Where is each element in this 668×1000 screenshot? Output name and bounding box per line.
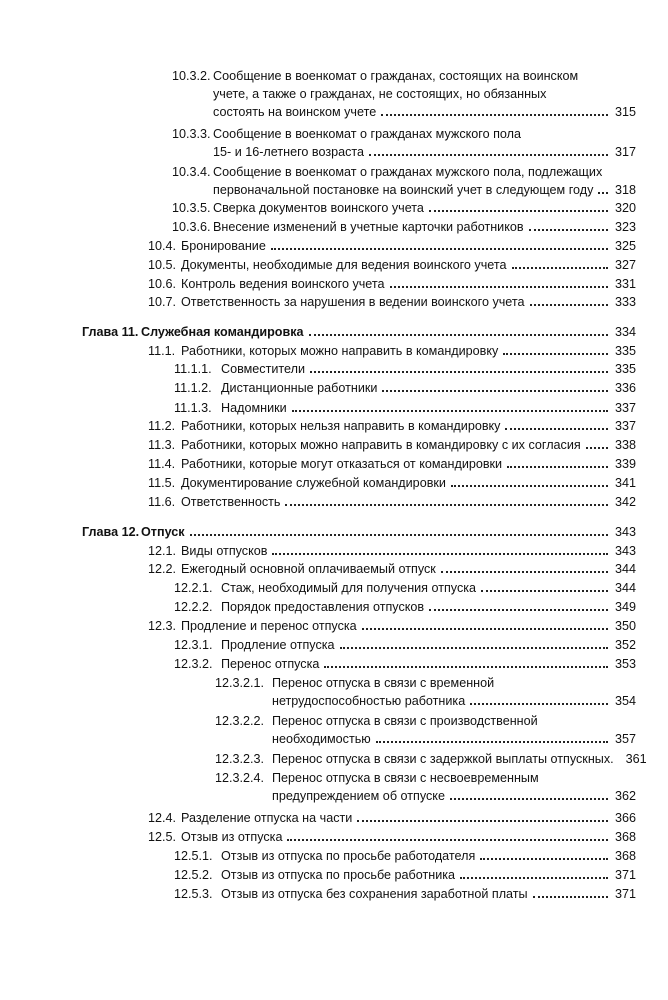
toc-entry[interactable]: [221, 380, 636, 398]
toc-page-number: 337: [614, 419, 636, 433]
toc-entry-number: 11.5.: [148, 476, 176, 490]
toc-page-number: 333: [614, 295, 636, 309]
toc-entry-number: 12.3.2.: [174, 657, 213, 671]
toc-entry-number: Глава 11.: [82, 325, 139, 339]
toc-entry-number: 10.3.2.: [172, 69, 211, 83]
toc-entry[interactable]: [141, 324, 636, 342]
toc-entry-number: 12.3.1.: [174, 638, 213, 652]
toc-entry[interactable]: [221, 848, 636, 866]
dot-leader: [324, 656, 608, 668]
toc-entry-title-line: Отзыв из отпуска без сохранения заработной платы: [221, 886, 531, 903]
toc-page-number: 352: [614, 638, 636, 652]
toc-entry-number: 12.5.2.: [174, 868, 213, 882]
toc-entry[interactable]: [181, 343, 636, 361]
toc-entry[interactable]: [213, 126, 636, 162]
toc-entry-title-line: Надомники: [221, 400, 290, 417]
toc-page-number: 368: [614, 849, 636, 863]
toc-page-number: 338: [614, 438, 636, 452]
toc-entry-number: 12.3.2.3.: [215, 752, 265, 766]
toc-entry-number: 10.3.4.: [172, 165, 211, 179]
toc-entry[interactable]: [181, 561, 636, 579]
toc-entry-number: 12.5.3.: [174, 887, 213, 901]
toc-entry-title-line: Контроль ведения воинского учета: [181, 276, 388, 293]
toc-entry[interactable]: [181, 294, 636, 312]
toc-entry[interactable]: [221, 637, 636, 655]
toc-entry-number: 12.5.1.: [174, 849, 213, 863]
dot-leader: [441, 561, 608, 573]
toc-entry[interactable]: [181, 257, 636, 275]
toc-entry-title-line: Сверка документов воинского учета: [213, 200, 427, 217]
toc-entry-number: 10.4.: [148, 239, 177, 253]
toc-entry-number: 10.3.5.: [172, 201, 211, 215]
toc-page-number: 335: [614, 362, 636, 376]
toc-entry-title-line: Порядок предоставления отпусков: [221, 599, 427, 616]
toc-entry-number: 11.1.: [148, 344, 176, 358]
dot-leader: [505, 418, 608, 430]
toc-entry[interactable]: [181, 618, 636, 636]
toc-entry[interactable]: [181, 437, 636, 455]
toc-entry-number: 12.2.1.: [174, 581, 213, 595]
toc-entry[interactable]: [181, 276, 636, 294]
toc-entry-title-line: Внесение изменений в учетные карточки работников: [213, 219, 527, 236]
toc-entry-title-line: Ответственность: [181, 494, 283, 511]
toc-entry-number: 12.2.: [148, 562, 177, 576]
toc-entry-number: 11.3.: [148, 438, 176, 452]
dot-leader: [369, 144, 608, 156]
dot-leader: [382, 380, 608, 392]
toc-page-number: 368: [614, 830, 636, 844]
toc-page-number: 371: [614, 868, 636, 882]
dot-leader: [481, 580, 608, 592]
toc-page-number: 335: [614, 344, 636, 358]
toc-page-number: 334: [614, 325, 636, 339]
dot-leader: [340, 637, 608, 649]
toc-entry-number: 11.1.1.: [174, 362, 212, 376]
toc-entry[interactable]: [221, 867, 636, 885]
dot-leader: [310, 361, 608, 373]
toc-entry-title-line: 15- и 16-летнего возраста: [213, 144, 367, 161]
dot-leader: [512, 257, 609, 269]
dot-leader: [470, 693, 608, 705]
toc-entry-title-line: первоначальной постановке на воинский учет в следующем году: [213, 182, 596, 199]
toc-page-number: 343: [614, 525, 636, 539]
dot-leader: [381, 104, 608, 116]
dot-leader: [390, 276, 608, 288]
toc-entry-title-line: Ответственность за нарушения в ведении воинского учета: [181, 294, 528, 311]
toc-entry-title-line: Продление и перенос отпуска: [181, 618, 360, 635]
toc-entry-number: 10.5.: [148, 258, 177, 272]
toc-entry-number: 12.3.2.1.: [215, 676, 265, 690]
toc-entry[interactable]: [213, 200, 636, 218]
toc-entry-title-line: Документирование служебной командировки: [181, 475, 449, 492]
toc-entry-title-line: Отзыв из отпуска: [181, 829, 285, 846]
toc-entry[interactable]: [213, 68, 636, 122]
toc-page-number: 350: [614, 619, 636, 633]
toc-entry-number: 11.1.3.: [174, 401, 212, 415]
dot-leader: [451, 475, 608, 487]
dot-leader: [376, 731, 608, 743]
toc-entry-title-line: Сообщение в военкомат о гражданах, состоящих на воинском: [213, 69, 581, 83]
toc-entry-title-line: необходимостью: [272, 731, 374, 748]
dot-leader: [287, 829, 608, 841]
toc-entry-title-line: учете, а также о гражданах, не состоящих, но обязанных: [213, 87, 549, 101]
toc-entry-number: 10.3.6.: [172, 220, 211, 234]
toc-page-number: 353: [614, 657, 636, 671]
toc-entry-title-line: Сообщение в военкомат о гражданах мужского пола: [213, 127, 524, 141]
toc-entry[interactable]: [221, 400, 636, 418]
toc-page-number: 323: [614, 220, 636, 234]
dot-leader: [480, 848, 608, 860]
toc-entry[interactable]: [181, 238, 636, 256]
dot-leader: [362, 618, 608, 630]
toc-entry-title-line: Служебная командировка: [141, 324, 307, 341]
toc-page-number: 344: [614, 562, 636, 576]
toc-entry[interactable]: [213, 219, 636, 237]
toc-entry-number: 12.3.2.4.: [215, 771, 265, 785]
toc-page-number: 339: [614, 457, 636, 471]
toc-entry-number: 12.2.2.: [174, 600, 213, 614]
toc-entry-title-line: состоять на воинском учете: [213, 104, 379, 121]
toc-entry-title-line: Продление отпуска: [221, 637, 338, 654]
toc-page-number: 325: [614, 239, 636, 253]
toc-entry-title-line: Отзыв из отпуска по просьбе работника: [221, 867, 458, 884]
toc-page-number: 315: [614, 105, 636, 119]
toc-page-number: 362: [614, 789, 636, 803]
toc-entry[interactable]: [221, 656, 636, 674]
toc-entry-title-line: Отпуск: [141, 524, 188, 541]
toc-entry-number: 10.3.3.: [172, 127, 211, 141]
toc-entry[interactable]: [181, 456, 636, 474]
toc-entry[interactable]: [272, 770, 636, 806]
toc-page-number: 357: [614, 732, 636, 746]
toc-entry-title-line: Работники, которые могут отказаться от командировки: [181, 456, 505, 473]
toc-entry-title-line: нетрудоспособностью работника: [272, 693, 468, 710]
toc-page-number: 349: [614, 600, 636, 614]
toc-page-number: 327: [614, 258, 636, 272]
toc-entry-title-line: Совместители: [221, 361, 308, 378]
toc-entry-number: 12.3.: [148, 619, 177, 633]
toc-page-number: 337: [614, 401, 636, 415]
dot-leader: [272, 543, 608, 555]
toc-page-number: 320: [614, 201, 636, 215]
dot-leader: [285, 494, 608, 506]
dot-leader: [503, 343, 608, 355]
toc-entry[interactable]: [181, 810, 636, 828]
toc-entry-title-line: Перенос отпуска: [221, 656, 322, 673]
toc-entry[interactable]: [181, 494, 636, 512]
toc-page-number: 342: [614, 495, 636, 509]
toc-entry-title-line: Перенос отпуска в связи с несвоевременным: [272, 771, 542, 785]
dot-leader: [598, 182, 608, 194]
toc-entry[interactable]: [181, 829, 636, 847]
toc-entry-number: 11.4.: [148, 457, 176, 471]
toc-entry-number: 10.7.: [148, 295, 177, 309]
dot-leader: [530, 294, 608, 306]
toc-entry-title-line: Работники, которых можно направить в командировку с их согласия: [181, 437, 584, 454]
dot-leader: [533, 886, 608, 898]
dot-leader: [450, 788, 608, 800]
dot-leader: [309, 324, 608, 336]
toc-entry-number: 12.5.: [148, 830, 177, 844]
toc-entry-title-line: Стаж, необходимый для получения отпуска: [221, 580, 479, 597]
toc-entry-title-line: Сообщение в военкомат о гражданах мужского пола, подлежащих: [213, 165, 605, 179]
toc-entry[interactable]: [272, 751, 647, 769]
toc-entry-title-line: Работники, которых можно направить в командировку: [181, 343, 501, 360]
toc-entry[interactable]: [272, 675, 636, 711]
toc-entry-number: 12.3.2.2.: [215, 714, 265, 728]
toc-page-number: 371: [614, 887, 636, 901]
toc-page-number: 343: [614, 544, 636, 558]
toc-entry[interactable]: [221, 361, 636, 379]
toc-entry-title-line: Виды отпусков: [181, 543, 270, 560]
toc-entry-title-line: Дистанционные работники: [221, 380, 380, 397]
toc-entry[interactable]: [213, 164, 636, 200]
toc-entry[interactable]: [221, 599, 636, 617]
toc-entry-number: 11.6.: [148, 495, 176, 509]
toc-entry-number: Глава 12.: [82, 525, 140, 539]
dot-leader: [529, 219, 608, 231]
toc-page-number: 331: [614, 277, 636, 291]
toc-page-number: 336: [614, 381, 636, 395]
toc-entry-number: 12.1.: [148, 544, 177, 558]
toc-entry-title-line: Разделение отпуска на части: [181, 810, 355, 827]
dot-leader: [429, 599, 608, 611]
toc-entry[interactable]: [181, 543, 636, 561]
dot-leader: [429, 200, 608, 212]
toc-page-number: 354: [614, 694, 636, 708]
dot-leader: [292, 400, 608, 412]
toc-entry-title-line: предупреждением об отпуске: [272, 788, 448, 805]
dot-leader: [507, 456, 608, 468]
toc-entry-number: 10.6.: [148, 277, 177, 291]
toc-page-number: 366: [614, 811, 636, 825]
toc-entry-number: 11.1.2.: [174, 381, 212, 395]
toc-entry[interactable]: [221, 886, 636, 904]
toc-entry[interactable]: [181, 418, 636, 436]
dot-leader: [190, 524, 608, 536]
dot-leader: [357, 810, 608, 822]
toc-entry[interactable]: [181, 475, 636, 493]
toc-entry[interactable]: [221, 580, 636, 598]
toc-page-number: 318: [614, 183, 636, 197]
toc-entry-title-line: Перенос отпуска в связи с задержкой выплаты отпускных.: [272, 751, 617, 768]
dot-leader: [586, 437, 608, 449]
toc-entry-number: 11.2.: [148, 419, 176, 433]
toc-entry-number: 12.4.: [148, 811, 177, 825]
toc-entry-title-line: Работники, которых нельзя направить в командировку: [181, 418, 503, 435]
dot-leader: [460, 867, 608, 879]
toc-entry-title-line: Перенос отпуска в связи с временной: [272, 676, 497, 690]
toc-page-number: 361: [625, 752, 647, 766]
toc-entry[interactable]: [141, 524, 636, 542]
toc-entry[interactable]: [272, 713, 636, 749]
toc-entry-title-line: Отзыв из отпуска по просьбе работодателя: [221, 848, 478, 865]
dot-leader: [271, 238, 608, 250]
toc-page-number: 317: [614, 145, 636, 159]
toc-page-number: 341: [614, 476, 636, 490]
toc-entry-title-line: Ежегодный основной оплачиваемый отпуск: [181, 561, 439, 578]
toc-entry-title-line: Бронирование: [181, 238, 269, 255]
toc-page-number: 344: [614, 581, 636, 595]
toc-entry-title-line: Документы, необходимые для ведения воинского учета: [181, 257, 510, 274]
toc-entry-title-line: Перенос отпуска в связи с производственной: [272, 714, 541, 728]
